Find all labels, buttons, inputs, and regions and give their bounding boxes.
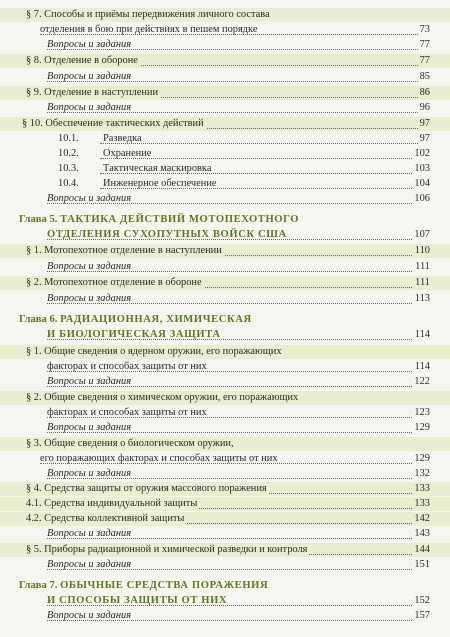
chapter-title: И СПОСОБЫ ЗАЩИТЫ ОТ НИХ <box>47 595 228 606</box>
toc-entry <box>0 527 450 541</box>
page-number: 107 <box>414 229 430 240</box>
subsection-number: 10.2. <box>58 148 79 159</box>
page-number: 103 <box>414 163 430 174</box>
entry-title: § 1. Мотопехотное отделение в наступлении <box>26 245 222 256</box>
questions-entry: Вопросы и задания <box>47 376 132 387</box>
entry-title: § 8. Отделение в обороне <box>26 55 138 66</box>
questions-entry: Вопросы и задания <box>47 559 132 570</box>
entry-title: отделения в бою при действиях в пешем порядке <box>40 24 258 35</box>
questions-entry: Вопросы и задания <box>47 293 132 304</box>
page-number: 123 <box>414 407 430 418</box>
page-number: 77 <box>419 39 430 50</box>
entry-title: § 5. Приборы радиационной и химической разведки и контроля <box>26 544 308 555</box>
questions-entry: Вопросы и задания <box>47 193 132 204</box>
questions-entry: Вопросы и задания <box>47 468 132 479</box>
page-number: 152 <box>414 595 430 606</box>
chapter-title: РАДИАЦИОННАЯ, ХИМИЧЕСКАЯ <box>60 314 252 325</box>
toc-entry <box>0 292 450 306</box>
entry-title: 4.2. Средства коллективной защиты <box>26 513 185 524</box>
page-number: 129 <box>414 453 430 464</box>
page-number: 97 <box>419 118 430 129</box>
page-number: 73 <box>419 24 430 35</box>
questions-entry: Вопросы и задания <box>47 71 132 82</box>
questions-entry: Вопросы и задания <box>47 422 132 433</box>
page-number: 133 <box>414 498 430 509</box>
questions-entry: Вопросы и задания <box>47 610 132 621</box>
chapter-heading <box>47 328 223 342</box>
page-number: 157 <box>414 610 430 621</box>
toc-entry <box>0 421 450 435</box>
entry-title: § 1. Общие сведения о ядерном оружии, его поражающих <box>26 346 282 357</box>
entry-title: факторах и способах защиты от них <box>47 361 207 372</box>
page-number: 77 <box>419 55 430 66</box>
entry-title: § 2. Общие сведения о химическом оружии, его поражающих <box>26 392 299 403</box>
entry-title: § 4. Средства защиты от оружия массового поражения <box>26 483 267 494</box>
chapter-label: Глава 6. <box>19 314 58 325</box>
page-number: 132 <box>414 468 430 479</box>
page-number: 85 <box>419 71 430 82</box>
page-number: 144 <box>414 544 430 555</box>
toc-entry <box>0 609 450 623</box>
chapter-title: ОТДЕЛЕНИЯ СУХОПУТНЫХ ВОЙСК США <box>47 229 287 240</box>
toc-entry <box>0 558 450 572</box>
page-number: 114 <box>414 329 430 340</box>
page-number: 133 <box>414 483 430 494</box>
toc-entry <box>0 70 450 84</box>
page-number: 111 <box>415 277 430 288</box>
subsection-number: 10.4. <box>58 178 79 189</box>
page-number: 106 <box>414 193 430 204</box>
subsection-title: Охранение <box>103 148 152 159</box>
subsection-title: Инженерное обеспечение <box>103 178 217 189</box>
toc-chapter-line <box>0 328 450 342</box>
page-number: 96 <box>419 102 430 113</box>
toc-entry <box>0 276 450 290</box>
page-number: 143 <box>414 528 430 539</box>
subsection-title: Разведка <box>103 133 142 144</box>
page-number: 113 <box>414 293 430 304</box>
toc-chapter-line <box>0 228 450 242</box>
entry-title: § 2. Мотопехотное отделение в обороне <box>26 277 202 288</box>
toc-entry <box>0 38 450 52</box>
page-number: 104 <box>414 178 430 189</box>
entry-title: § 3. Общие сведения о биологическом оружии, <box>26 438 234 449</box>
questions-entry: Вопросы и задания <box>47 261 132 272</box>
page-number: 142 <box>414 513 430 524</box>
questions-entry: Вопросы и задания <box>47 102 132 113</box>
entry-title: его поражающих факторах и способах защиты от них <box>40 453 278 464</box>
toc-entry <box>0 244 450 258</box>
toc-entry <box>0 192 450 206</box>
page-number: 97 <box>419 133 430 144</box>
entry-title: § 10. Обеспечение тактических действий <box>22 118 204 129</box>
chapter-title: ТАКТИКА ДЕЙСТВИЙ МОТОПЕХОТНОГО <box>60 214 300 225</box>
toc-entry <box>0 101 450 115</box>
toc-entry <box>0 375 450 389</box>
chapter-label: Глава 5. <box>19 214 58 225</box>
page-number: 102 <box>414 148 430 159</box>
page-number: 86 <box>419 87 430 98</box>
questions-entry: Вопросы и задания <box>47 528 132 539</box>
chapter-heading <box>47 228 289 242</box>
subsection-number: 10.3. <box>58 163 79 174</box>
toc-entry <box>0 260 450 274</box>
chapter-label: Глава 7. <box>19 580 58 591</box>
toc-entry <box>0 54 450 68</box>
questions-entry: Вопросы и задания <box>47 39 132 50</box>
page-number: 111 <box>415 261 430 272</box>
page-number: 110 <box>414 245 430 256</box>
dot-leader <box>100 129 428 144</box>
page-number: 151 <box>414 559 430 570</box>
entry-title: § 7. Способы и приёмы передвижения личного состава <box>26 9 270 20</box>
page-number: 129 <box>414 422 430 433</box>
chapter-title: И БИОЛОГИЧЕСКАЯ ЗАЩИТА <box>47 329 221 340</box>
entry-title: § 9. Отделение в наступлении <box>26 87 159 98</box>
subsection-number: 10.1. <box>58 133 79 144</box>
page-number: 122 <box>414 376 430 387</box>
entry-title: факторах и способах защиты от них <box>47 407 207 418</box>
chapter-title: ОБЫЧНЫЕ СРЕДСТВА ПОРАЖЕНИЯ <box>60 580 269 591</box>
page-number: 114 <box>414 361 430 372</box>
subsection-title: Тактическая маскировка <box>103 163 212 174</box>
entry-title: 4.1. Средства индивидуальной защиты <box>26 498 198 509</box>
